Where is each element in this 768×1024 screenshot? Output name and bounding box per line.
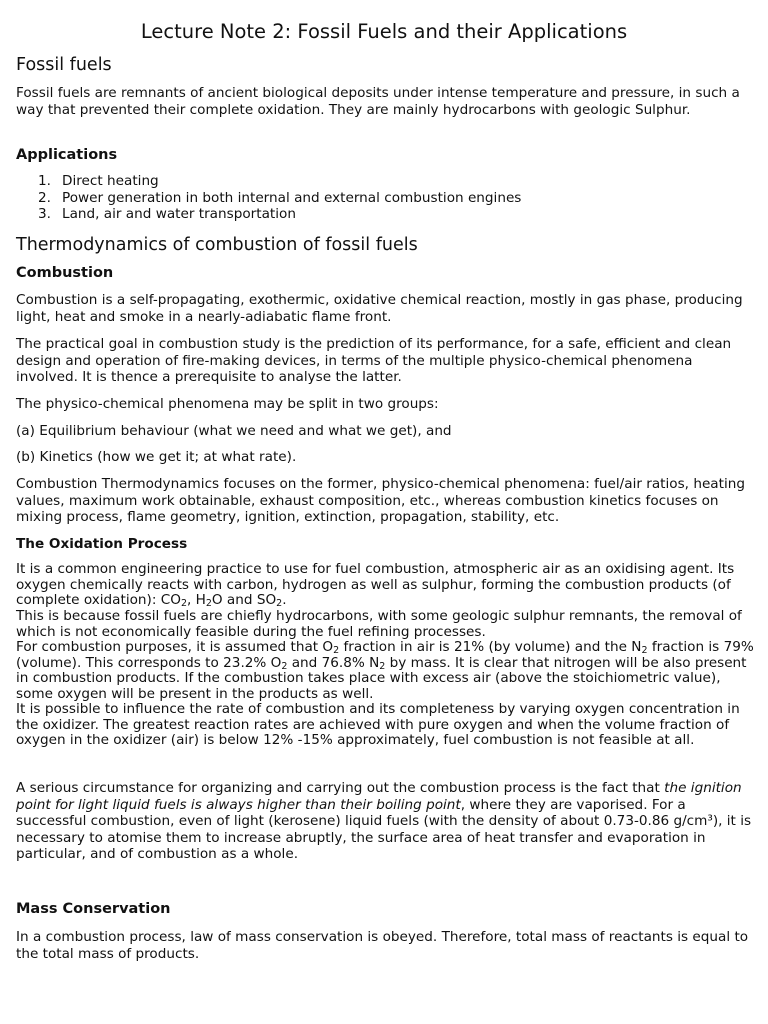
oxidation-text: A serious circumstance for organizing and carrying out the combustion process is the fact that — [16, 780, 665, 796]
subscript: 2 — [379, 660, 386, 672]
oxidation-text: It is a common engineering practice to use for fuel combustion, atmospheric air as an oxidising agent. Its oxygen chemically reacts with carbon, hydrogen as well as sulphur, forming the combustion products (of complete oxidation): CO — [16, 561, 735, 608]
subscript: 2 — [205, 598, 212, 609]
fossil-fuels-paragraph: Fossil fuels are remnants of ancient biological deposits under intense temperature and pressure, in such a way that prevented their complete oxidation. They are mainly hydrocarbons with geologic Sulphur. — [16, 85, 740, 118]
list-item — [38, 190, 738, 207]
subheading-applications: Applications — [16, 147, 118, 163]
list-item — [38, 173, 738, 190]
subscript: 2 — [276, 598, 283, 609]
oxidation-paragraph-5 — [16, 780, 756, 863]
subscript: 2 — [333, 645, 340, 656]
mass-conservation-paragraph: In a combustion process, law of mass conservation is obeyed. Therefore, total mass of reactants is equal to the total mass of products. — [16, 929, 749, 962]
combustion-paragraph-2: The practical goal in combustion study is the prediction of its performance, for a safe, efficient and clean design and operation of fire-making devices, in terms of the multiple physico-chemical phenomena involved. It is thence a prerequisite to analyse the latter. — [16, 336, 732, 386]
combustion-paragraph-1: Combustion is a self-propagating, exothermic, oxidative chemical reaction, mostly in gas phase, producing light, heat and smoke in a nearly-adiabatic flame front. — [16, 292, 743, 325]
list-item-number: 2. — [38, 190, 51, 206]
subheading-combustion: Combustion — [16, 265, 114, 281]
subheading-oxidation-process: The Oxidation Process — [16, 536, 188, 552]
combustion-paragraph-4: (a) Equilibrium behaviour (what we need and what we get), and — [16, 423, 452, 439]
oxidation-paragraph-4: It is possible to influence the rate of combustion and its completeness by varying oxygen concentration in the oxidizer. The greatest reaction rates are achieved with pure oxygen and when the volume fraction of oxygen in the oxidizer (air) is below 12% -15% approximately, fuel combustion is not feasible at all. — [16, 701, 740, 748]
list-item-text: Direct heating — [62, 173, 159, 189]
combustion-paragraph-3: The physico-chemical phenomena may be split in two groups: — [16, 396, 439, 412]
section-heading-fossil-fuels: Fossil fuels — [16, 55, 112, 75]
oxidation-text: , H — [186, 592, 206, 608]
list-item-text: Power generation in both internal and external combustion engines — [62, 190, 522, 206]
list-item-text: Land, air and water transportation — [62, 206, 296, 222]
subscript: 2 — [641, 645, 648, 656]
oxidation-paragraph-2: This is because fossil fuels are chiefly hydrocarbons, with some geologic sulphur remnants, the removal of which is not economically feasible during the fuel refining processes. — [16, 608, 742, 640]
combustion-paragraph-6: Combustion Thermodynamics focuses on the former, physico-chemical phenomena: fuel/air ratios, heating values, maximum work obtainable, exhaust composition, etc., whereas combustion kinetics focuses on mixing process, flame geometry, ignition, extinction, propagation, stability, etc. — [16, 476, 745, 526]
oxidation-paragraph-3 — [16, 640, 756, 702]
oxidation-text: O and SO — [211, 592, 277, 608]
subscript: 2 — [180, 598, 187, 609]
subheading-mass-conservation: Mass Conservation — [16, 901, 171, 917]
oxidation-text: fraction in air is 21% (by volume) and the N — [339, 639, 642, 655]
oxidation-paragraph-1 — [16, 562, 756, 609]
list-item-number: 1. — [38, 173, 51, 189]
page-title: Lecture Note 2: Fossil Fuels and their Applications — [140, 20, 628, 43]
combustion-paragraph-5: (b) Kinetics (how we get it; at what rate). — [16, 449, 297, 465]
oxidation-text: , where they are vaporised. For a successful combustion, even of light (kerosene) liquid fuels (with the density of about 0.73-0.86 g/cm³), it is necessary to atomise them to increase abruptly, the surface area of heat transfer and evaporation in particular, and of combustion as a whole. — [16, 796, 752, 863]
emphasized-text: the ignition point for light liquid fuels is always higher than their boiling point — [16, 780, 742, 813]
section-heading-thermodynamics: Thermodynamics of combustion of fossil fuels — [16, 235, 418, 255]
oxidation-text: by mass. It is clear that nitrogen will be also present in combustion products. If the combustion takes place with excess air (above the stoichiometric value), some oxygen will be present in the products as well. — [16, 654, 747, 702]
oxidation-text: For combustion purposes, it is assumed that O — [16, 639, 334, 655]
subscript: 2 — [281, 660, 288, 672]
list-item — [38, 206, 738, 223]
list-item-number: 3. — [38, 206, 51, 222]
oxidation-text: . — [282, 592, 287, 608]
oxidation-text: fraction is 79% (volume). This corresponds to 23.2% O — [16, 639, 754, 671]
oxidation-text: and 76.8% N — [287, 654, 380, 671]
